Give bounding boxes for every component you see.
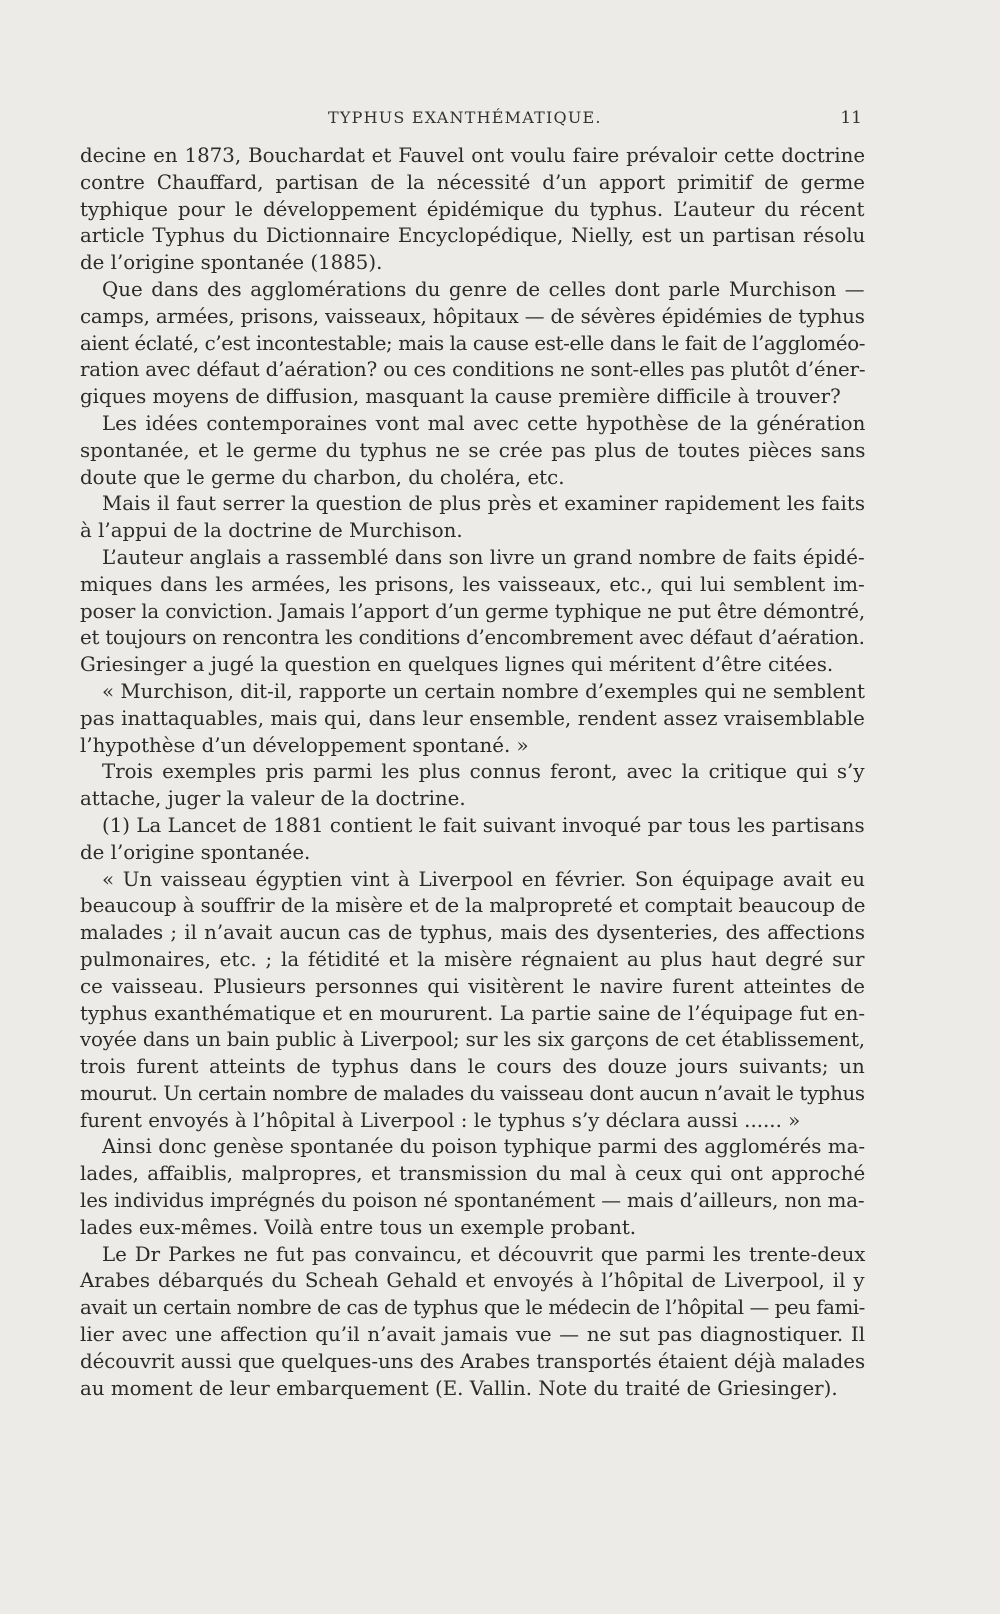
body-text bbox=[80, 143, 865, 1402]
text-line: attache, juger la valeur de la doctrine. bbox=[80, 787, 466, 811]
text-line: poser la conviction. Jamais l’apport d’un germe typhique ne put être démontré, bbox=[80, 599, 865, 623]
text-line: typhique pour le développement épidémique du typhus. L’auteur du récent bbox=[80, 197, 865, 221]
page-number: 11 bbox=[840, 108, 862, 128]
text-line: de l’origine spontanée. bbox=[80, 840, 311, 864]
text-line: malades ; il n’avait aucun cas de typhus, mais des dysenteries, des affections bbox=[80, 921, 866, 945]
text-line: trois furent atteints de typhus dans le cours des douze jours suivants; un bbox=[80, 1055, 865, 1079]
text-line: lades, affaiblis, malpropres, et transmission du mal à ceux qui ont approché bbox=[80, 1162, 866, 1186]
text-line: Griesinger a jugé la question en quelques lignes qui méritent d’être citées. bbox=[80, 653, 834, 677]
text-line: avait un certain nombre de cas de typhus que le médecin de l’hôpital — peu fami- bbox=[80, 1296, 865, 1320]
text-line: de l’origine spontanée (1885). bbox=[80, 251, 383, 275]
text-line: Le Dr Parkes ne fut pas convaincu, et découvrit que parmi les trente-deux bbox=[102, 1242, 866, 1266]
running-title: TYPHUS EXANTHÉMATIQUE. bbox=[328, 108, 602, 127]
text-line: à l’appui de la doctrine de Murchison. bbox=[80, 519, 463, 543]
text-line: Arabes débarqués du Scheah Gehald et envoyés à l’hôpital de Liverpool, il y bbox=[80, 1269, 865, 1293]
text-line: pas inattaquables, mais qui, dans leur ensemble, rendent assez vraisemblable bbox=[80, 706, 865, 730]
text-line: « Murchison, dit-il, rapporte un certain nombre d’exemples qui ne semblent bbox=[102, 679, 865, 703]
text-line: ration avec défaut d’aération? ou ces conditions ne sont-elles pas plutôt d’éner- bbox=[80, 358, 866, 382]
text-line: doute que le germe du charbon, du choléra, etc. bbox=[80, 465, 565, 489]
text-line: typhus exanthématique et en moururent. La partie saine de l’équipage fut en- bbox=[80, 1001, 866, 1025]
text-line: les individus imprégnés du poison né spontanément — mais d’ailleurs, non ma- bbox=[80, 1189, 865, 1213]
text-line: L’auteur anglais a rassemblé dans son livre un grand nombre de faits épidé- bbox=[102, 545, 865, 569]
text-line: Trois exemples pris parmi les plus connus feront, avec la critique qui s’y bbox=[102, 760, 865, 784]
text-line: furent envoyés à l’hôpital à Liverpool : le typhus s’y déclara aussi ...... » bbox=[80, 1108, 801, 1132]
text-line: et toujours on rencontra les conditions d’encombrement avec défaut d’aération. bbox=[80, 626, 865, 650]
text-line: au moment de leur embarquement (E. Vallin. Note du traité de Griesinger). bbox=[80, 1376, 838, 1400]
text-line: mourut. Un certain nombre de malades du vaisseau dont aucun n’avait le typhus bbox=[80, 1081, 865, 1105]
text-line: contre Chauffard, partisan de la nécessité d’un apport primitif de germe bbox=[80, 170, 865, 194]
text-line: giques moyens de diffusion, masquant la cause première difficile à trouver? bbox=[80, 385, 841, 409]
text-line: Mais il faut serrer la question de plus près et examiner rapidement les faits bbox=[102, 492, 865, 516]
text-line: Ainsi donc genèse spontanée du poison typhique parmi des agglomérés ma- bbox=[102, 1135, 866, 1159]
text-line: miques dans les armées, les prisons, les vaisseaux, etc., qui lui semblent im- bbox=[80, 572, 865, 596]
text-line: aient éclaté, c’est incontestable; mais la cause est-elle dans le fait de l’aggloméo- bbox=[80, 331, 866, 355]
text-line: beaucoup à souffrir de la misère et de la malpropreté et comptait beaucoup de bbox=[80, 894, 866, 918]
page-header bbox=[80, 108, 862, 134]
text-line: article Typhus du Dictionnaire Encyclopédique, Nielly, est un partisan résolu bbox=[80, 224, 866, 248]
text-line: ce vaisseau. Plusieurs personnes qui visitèrent le navire furent atteintes de bbox=[80, 974, 865, 998]
text-line: decine en 1873, Bouchardat et Fauvel ont voulu faire prévaloir cette doctrine bbox=[80, 144, 866, 167]
text-line: découvrit aussi que quelques-uns des Arabes transportés étaient déjà malades bbox=[80, 1349, 866, 1373]
text-line: l’hypothèse d’un développement spontané. » bbox=[80, 733, 529, 757]
text-line: camps, armées, prisons, vaisseaux, hôpitaux — de sévères épidémies de typhus bbox=[80, 304, 865, 328]
text-line: lades eux-mêmes. Voilà entre tous un exemple probant. bbox=[80, 1215, 637, 1239]
text-line: Que dans des agglomérations du genre de celles dont parle Murchison — bbox=[102, 277, 865, 301]
text-line: (1) La Lancet de 1881 contient le fait suivant invoqué par tous les partisans bbox=[102, 813, 865, 837]
text-line: voyée dans un bain public à Liverpool; sur les six garçons de cet établissement, bbox=[80, 1028, 865, 1052]
text-line: Les idées contemporaines vont mal avec cette hypothèse de la génération bbox=[102, 411, 866, 435]
text-line: pulmonaires, etc. ; la fétidité et la misère régnaient au plus haut degré sur bbox=[80, 947, 865, 971]
text-line: spontanée, et le germe du typhus ne se crée pas plus de toutes pièces sans bbox=[80, 438, 866, 462]
text-line: lier avec une affection qu’il n’avait jamais vue — ne sut pas diagnostiquer. Il bbox=[80, 1323, 866, 1347]
text-line: « Un vaisseau égyptien vint à Liverpool en février. Son équipage avait eu bbox=[102, 867, 865, 891]
